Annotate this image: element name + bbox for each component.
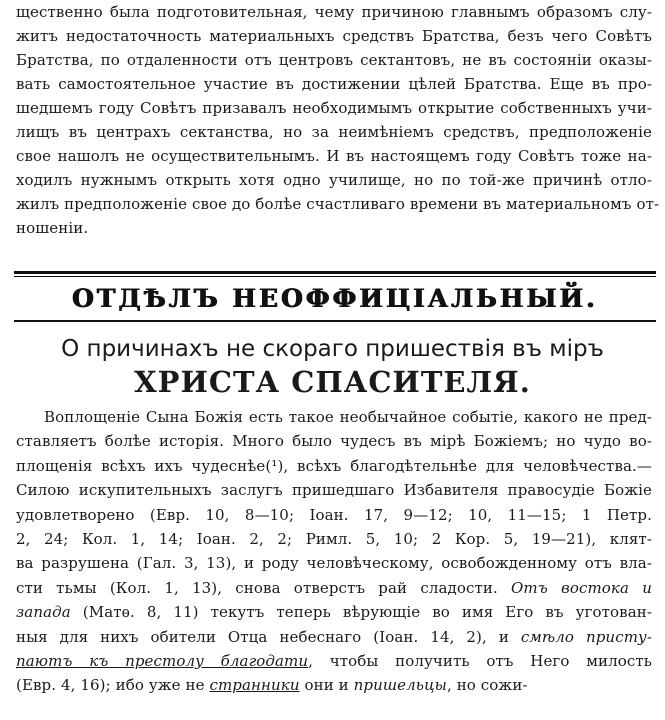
text-line: ходилъ нужнымъ открыть хотя одно училище, но по той-же причинѣ отло- bbox=[16, 171, 652, 189]
text-line: Братства, по отдаленности отъ центровъ сектантовъ, не въ состоянiи оказы- bbox=[16, 51, 652, 69]
text-span: ныя для нихъ обители Отца небеснаго (Iоан. 14, 2), и bbox=[16, 627, 509, 646]
text-line bbox=[16, 600, 652, 624]
italic-span: Отъ востока и bbox=[511, 578, 652, 597]
divider-rule bbox=[14, 276, 656, 277]
divider-rule bbox=[14, 320, 656, 322]
italic-span: запада bbox=[16, 603, 71, 622]
text-line: житъ недостаточность материальныхъ средствъ Братства, безъ чего Совѣтъ bbox=[16, 27, 652, 45]
text-line: удовлетворено (Евр. 10, 8—10; Iоан. 17, 9—12; 10, 11—15; 1 Петр. bbox=[16, 505, 652, 524]
text-span: (Евр. 4, 16); ибо уже не bbox=[16, 676, 205, 695]
article-title-line1: О причинахъ не скораго пришествiя въ мiръ bbox=[61, 336, 604, 362]
text-line: свое нашолъ не осуществительнымъ. И въ настоящемъ году Совѣтъ тоже на- bbox=[16, 147, 652, 165]
text-span: сти тьмы (Кол. 1, 13), снова отверстъ рай сладости. bbox=[16, 578, 498, 597]
text-line: Воплощенiе Сына Божiя есть такое необычайное событiе, какого не пред- bbox=[44, 408, 652, 426]
text-line: 2, 24; Кол. 1, 14; Iоан. 2, 2; Римл. 5, 10; 2 Кор. 5, 19—21), клят- bbox=[16, 529, 652, 548]
text-line bbox=[16, 673, 652, 697]
text-line: шедшемъ году Совѣтъ призавалъ необходимымъ открытие собственныхъ учи- bbox=[16, 99, 652, 117]
italic-span: пришельцы bbox=[353, 676, 447, 695]
text-line: ношенiи. bbox=[16, 219, 89, 237]
text-span: , но сожи- bbox=[446, 676, 528, 695]
text-span: они и bbox=[304, 676, 349, 695]
text-line: ва разрушена (Гал. 3, 13), и роду человѣческому, освобожденному отъ вла- bbox=[16, 554, 652, 573]
text-span: , чтобы получить отъ Него милость bbox=[308, 651, 652, 670]
italic-span: смѣло присту- bbox=[520, 627, 652, 646]
text-line: вать самостоятельное участие въ достижении цѣлей Братства. Еще въ про- bbox=[16, 75, 652, 93]
section-heading bbox=[14, 278, 656, 320]
paragraph-article bbox=[16, 405, 652, 698]
text-line bbox=[16, 625, 652, 649]
divider-rule bbox=[14, 271, 656, 274]
text-line bbox=[16, 649, 652, 673]
text-span: (Матѳ. 8, 11) текутъ теперь вѣрующiе во имя Его въ уготован- bbox=[82, 603, 652, 622]
italic-span: паютъ къ престолу благодати bbox=[16, 651, 309, 670]
italic-span: странники bbox=[209, 676, 300, 695]
paragraph-top bbox=[16, 0, 660, 240]
text-line: Силою искупительныхъ заслугъ пришедшаго Избавителя правосудiе Божiе bbox=[16, 481, 652, 500]
text-line: лищъ въ центрахъ сектанства, но за неимѣнiемъ средствъ, предположенiе bbox=[16, 123, 652, 141]
article-title-line2: ХРИСТА СПАСИТЕЛЯ. bbox=[134, 365, 531, 399]
text-line: площенiя всѣхъ ихъ чудеснѣе(¹), всѣхъ благодѣтельнѣе для человѣчества.— bbox=[16, 456, 652, 475]
text-line: ставляетъ болѣе исторiя. Много было чудесъ въ мiрѣ Божiемъ; но чудо во- bbox=[16, 432, 652, 451]
section-heading-text: ОТДѢЛЪ НЕОФФИЦIАЛЬНЫЙ. bbox=[72, 284, 598, 313]
text-line: жилъ предположенiе свое до болѣе счастливаго времени въ материальномъ от- bbox=[16, 195, 660, 213]
text-line: щественно была подготовительная, чему причиною главнымъ образомъ слу- bbox=[16, 3, 652, 21]
text-line bbox=[16, 576, 652, 600]
